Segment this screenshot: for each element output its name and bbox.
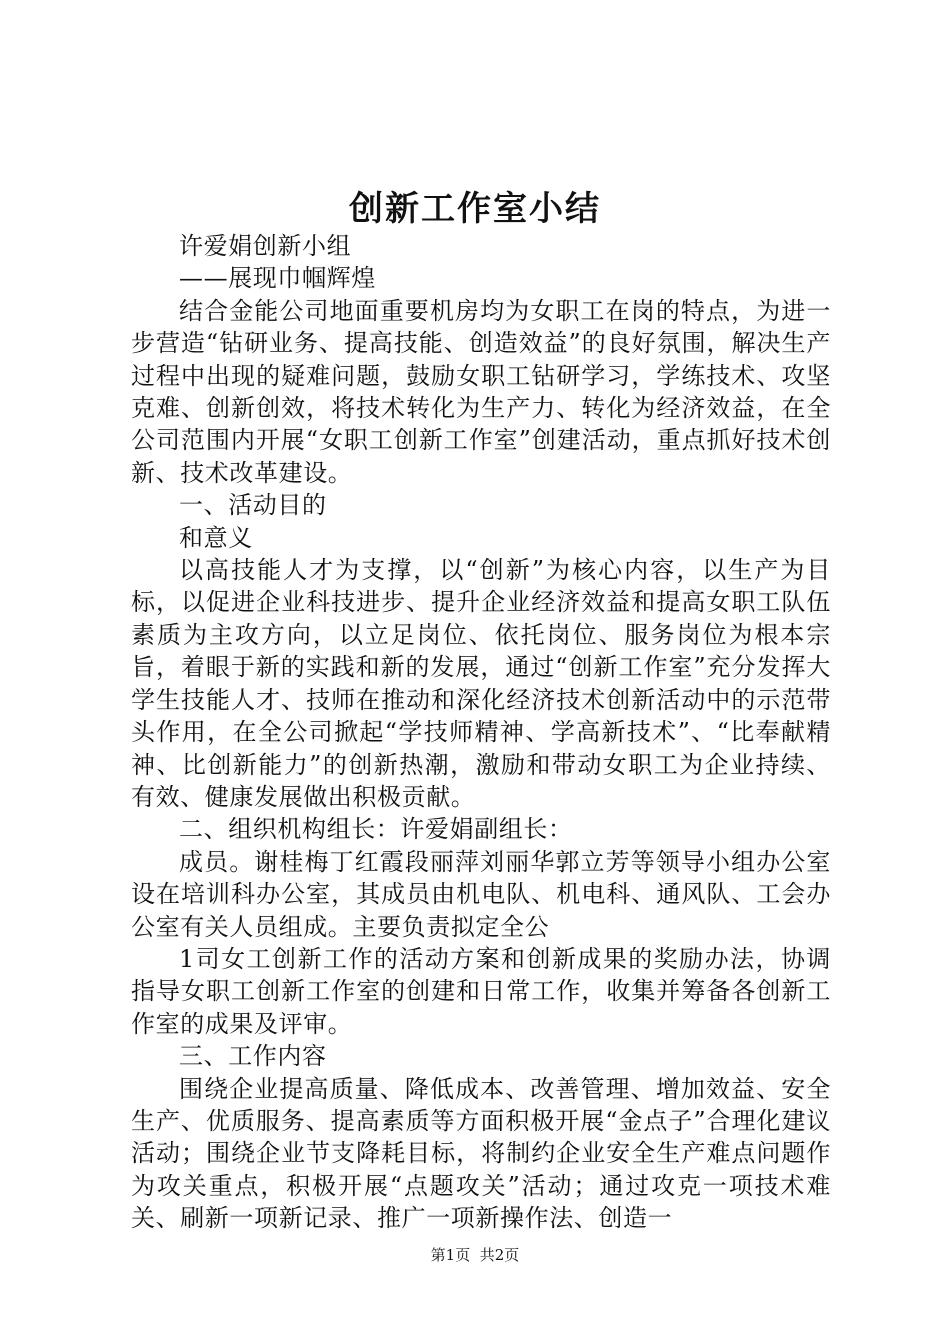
subtitle-group: 许爱娟创新小组 [179,232,352,260]
section-heading-1: 一、活动目的 [179,491,327,520]
paragraph-work-content: 围绕企业提高质量、降低成本、改善管理、增加效益、安全生产、优质服务、提高素质等方面积极开展“金点子”合理化建议活动；围绕企业节支降耗目标，将制约企业安全生产难点问题作为攻关重点，积极开展“点题攻关”活动；通过攻克一项技术难关、刷新一项新记录、推广一项新操作法、创造一 [131,1074,831,1233]
section-heading-1-cont: 和意义 [179,523,253,552]
section-heading-2: 二、组织机构组长：许爱娟副组长： [179,815,573,844]
document-title: 创新工作室小结 [349,189,601,229]
paragraph-duties: 1司女工创新工作的活动方案和创新成果的奖励办法，协调指导女职工创新工作室的创建和日常工作，收集并筹备各创新工作室的成果及评审。 [131,944,831,1038]
section-heading-3: 三、工作内容 [179,1042,327,1071]
paragraph-purpose: 以高技能人才为支撑，以“创新”为核心内容，以生产为目标，以促进企业科技进步、提升企业经济效益和提高女职工队伍素质为主攻方向，以立足岗位、依托岗位、服务岗位为根本宗旨，着眼于新的实践和新的发展，通过“创新工作室”充分发挥大学生技能人才、技师在推动和深化经济技术创新活动中的示范带头作用，在全公司掀起“学技师精神、学高新技术”、“比奉献精神、比创新能力”的创新热潮，激励和带动女职工为企业持续、有效、健康发展做出积极贡献。 [131,556,831,811]
document-body [131,230,831,1235]
page-total: 共2页 [479,1246,520,1264]
page-number: 第1页 [430,1246,471,1264]
page-footer [0,1245,950,1265]
subtitle-slogan: ——展现巾帼辉煌 [179,264,376,293]
paragraph-intro: 结合金能公司地面重要机房均为女职工在岗的特点，为进一步营造“钻研业务、提高技能、创造效益”的良好氛围，解决生产过程中出现的疑难问题，鼓励女职工钻研学习，学练技术、攻坚克难、创新创效，将技术转化为生产力、转化为经济效益，在全公司范围内开展“女职工创新工作室”创建活动，重点抓好技术创新、技术改革建设。 [131,296,831,487]
paragraph-members: 成员。谢桂梅丁红霞段丽萍刘丽华郭立芳等领导小组办公室设在培训科办公室，其成员由机电队、机电科、通风队、工会办公室有关人员组成。主要负责拟定全公 [131,847,831,941]
